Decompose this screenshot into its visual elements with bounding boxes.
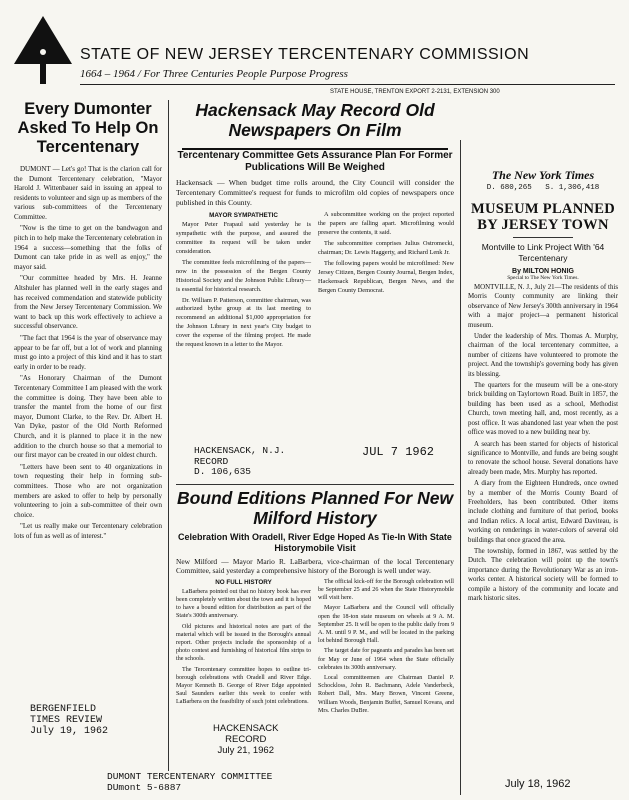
middle-top-subhead: Tercentenary Committee Gets Assurance Plan For Former Publications Will Be Weighed — [177, 150, 453, 174]
middle-top-source-stamp: HACKENSACK, N.J. RECORD D. 106,635 — [194, 445, 286, 477]
left-paragraph: "As Honorary Chairman of the Dumont Tercentenary Committee I am pleased with the work the committee is doing. They have been able to transfer the mantel from the home of our first mayor, Dumont Clarke, to the Rev. Dr. Albert H. Van Dyke, pastor of the Old North Reformed Church, and it is planned to place it in the new addition to the church house so that a memorial to our first mayor can be created in our oldest church. — [14, 374, 162, 460]
tercentenary-logo — [8, 12, 78, 86]
body-paragraph: The target date for pageants and parades has been set for May or June of 1964 when the State officially celebrates its 300th anniversary. — [318, 648, 454, 671]
headline-rule — [182, 148, 448, 150]
middle-bottom-col1 — [176, 588, 311, 707]
body-paragraph: The Tercentenary committee hopes to outline tri-borough celebrations with Oradell and River Edge. Mayor Kenneth B. George of River Edge appointed Saul Saunders earlier this week to confer with LaBarbera on the feasibility of such joint celebrations. — [176, 666, 311, 706]
section-heading: MAYOR SYMPATHETIC — [209, 212, 278, 220]
body-paragraph: Mayor Peter Frapaul said yesterday he is sympathetic with the purpose, and assured the committee its request will be taken under consideration. — [176, 221, 311, 255]
right-paragraph: MONTVILLE, N. J., July 21—The residents of this Morris County community are linking their observance of New Jersey's 300th anniversary in 1964 with a major project—a permanent historical museum. — [468, 284, 618, 329]
middle-top-headline: Hackensack May Record Old Newspapers On Film — [195, 100, 435, 141]
middle-bottom-col2 — [318, 578, 454, 715]
middle-bottom-headline: Bound Editions Planned For New Milford History — [176, 488, 454, 529]
right-paragraph: The township, formed in 1867, was settled by the Dutch. The celebration will point up the town's importance during the Revolutionary War as an iron-works center. A historical society will be formed to compile a history of the community and locate and mark historic sites. — [468, 547, 618, 602]
right-headline: MUSEUM PLANNED BY JERSEY TOWN — [471, 201, 615, 233]
right-paragraph: A diary from the Eighteen Hundreds, once owned by a member of the Morris County Board of Freeholders, has been contributed. Other items include clothing and furniture of that period, books and Indian relics. A local artist, Edward Daviteau, is working on renderings in water-colors of several old buildings that once graced the area. — [468, 480, 618, 544]
body-paragraph: Mayor LaBarbera and the Council will officially open the 18-ton state museum on wheels at 9 A. M. September 25. It will be open to the public daily from 9 A. M. until 9 P. M., and will be located in the parking lot behind Borough Hall. — [318, 605, 454, 645]
circulation-stamp: D. 680,265 S. 1,306,418 — [486, 184, 600, 192]
column-divider — [168, 100, 169, 790]
header-divider — [80, 84, 615, 85]
left-paragraph: "Letters have been sent to 40 organizations in town requesting their help in forming sub-committees. Those who are not organization members are asked to offer to help by personally volunteering to join a sub-committee of their own choice. — [14, 462, 162, 519]
middle-top-lead: Hackensack — When budget time rolls around, the City Council will consider the Tercentenary Committee's request for funds to microfilm old copies of newspapers once published in this County. — [176, 178, 454, 208]
nyt-masthead: The New York Times — [491, 168, 595, 182]
middle-top-date-stamp: JUL 7 1962 — [362, 445, 435, 459]
left-paragraph: "Our committee headed by Mrs. H. Jeanne Altshuler has planned well in the early stages and has received commendation and statewide publicity from the New Jersey Tercentenary Commission. We want to back up this work effectively to achieve a successful observance. — [14, 274, 162, 331]
left-paragraph: DUMONT — Let's go! That is the clarion call for the Dumont Tercentenary celebration, "Mayor Harold J. Wittenbauer said in issuing an appeal to residents to volunteer and sign up as members of the various sub-committees of the Tercentenary Committee. — [14, 164, 162, 221]
body-paragraph: The following papers would be microfilmed: New Jersey Citizen, Bergen County Journal, Bergen Index, Hackensack Republican, Bergen News, and the Bergen County Democrat. — [318, 259, 454, 294]
right-byline: By MILTON HONIG — [512, 268, 574, 275]
left-body — [14, 165, 162, 542]
middle-bottom-lead: New Milford — Mayor Mario R. LaBarbera, vice-chairman of the local Tercentenary Committee, said yesterday a comprehensive history of the Borough is well under way. — [176, 556, 454, 576]
right-paragraph: The quarters for the museum will be a one-story brick building on Taylortown Road. Built in 1857, the building has been used as a school, Methodist Church, town meeting hall, and, most recently, as a post office. It was abandoned last year when the post office was moved to a new building near by. — [468, 382, 618, 437]
body-paragraph: Old pictures and historical notes are part of the material which will be issued in the Borough's annual report. Other projects include the sponsorship of a photo contest and furnishing of historical film strips to the schools. — [176, 623, 311, 663]
column-divider — [460, 140, 461, 795]
right-date-stamp: July 18, 1962 — [502, 778, 573, 790]
body-paragraph: LaBarbera pointed out that no history book has ever been completely written about the town and it is hoped to have a bound edition for distribution as part of the State's 300th anniversary. — [176, 588, 311, 620]
left-paragraph: "Now is the time to get on the bandwagon and pitch in to help make the Tercentenary celebration in 1964 a success—something that the folks of Dumont can take pride in as well as enjoy," the mayor said. — [14, 224, 162, 271]
headline-rule — [513, 237, 573, 238]
middle-top-article — [176, 100, 454, 430]
left-headline: Every Dumonter Asked To Help On Tercentenary — [17, 100, 159, 156]
body-paragraph: A subcommittee working on the project reported the papers are falling apart. Microfilming would preserve the contents, it said. — [318, 211, 454, 237]
right-paragraph: A search has been started for objects of historical significance to Montville, and funds are being sought to renovate the school house. Several donations have already been made, Mrs. Murphy has reported. — [468, 440, 618, 476]
commission-subtitle: 1664 – 1964 / For Three Centuries People Purpose Progress — [80, 68, 348, 80]
right-article — [468, 168, 618, 788]
article-divider — [176, 484, 454, 485]
right-paragraph: Under the leadership of Mrs. Thomas A. Murphy, chairman of the local tercentenary committee, a number of citizens have volunteered to promote the project. And the township's governing body has given its blessing. — [468, 333, 618, 378]
body-paragraph: The committee feels microfilming of the papers—now in the possession of the Bergen County Historical Society and the Johnson Public Library—is essential for historical research. — [176, 258, 311, 293]
left-paragraph: "Let us really make our Tercentenary celebration lots of fun as well as of interest." — [14, 522, 162, 540]
middle-top-col1 — [176, 221, 311, 350]
commission-title: STATE OF NEW JERSEY TERCENTENARY COMMISSION — [80, 46, 530, 63]
right-body — [468, 283, 618, 603]
left-paragraph: "The fact that 1964 is the year of observance may appear to be far off, but a lot of work and planning must go into a project of this kind and it has to start early in order to be ready. — [14, 334, 162, 371]
middle-bottom-source-stamp: HACKENSACK RECORD July 21, 1962 — [210, 722, 281, 757]
left-article — [14, 100, 162, 760]
right-special: Special to The New York Times. — [507, 275, 579, 281]
body-paragraph: Dr. William P. Patterson, committee chairman, was authorized bythe group at its last meeting to recommend an additional $1,000 appropriation for the Johnson Library in next year's City budget to cover the expense of the filming project. He made the request known in a letter to the Mayor. — [176, 296, 311, 349]
body-paragraph: Local committeemen are Chairman Daniel P. Schockloss, John R. Bachmann, Adele Vanderbeck, Robert Dall, Mrs. Mary Brown, Vincent Greene, William Woods, Benjamin Buffet, Samuel Kovara, and Mrs. Charles DuBre. — [318, 675, 454, 714]
section-heading: NO FULL HISTORY — [215, 578, 272, 586]
middle-top-col2 — [318, 211, 454, 295]
right-subhead: Montville to Link Project With '64 Tercentenary — [481, 242, 605, 263]
commission-address: STATE HOUSE, TRENTON EXPORT 2-2131, EXTENSION 300 — [330, 89, 500, 95]
body-paragraph: The subcommittee comprises Julius Ostromecki, chairman; Dr. Lewis Haggerty, and Richard Lenk Jr. — [318, 239, 454, 256]
left-source-stamp: BERGENFIELD TIMES REVIEW July 19, 1962 — [30, 704, 109, 737]
body-paragraph: The official kick-off for the Borough celebration will be September 25 and 26 when the State Historymobile will visit here. — [318, 578, 454, 602]
middle-bottom-subhead: Celebration With Oradell, River Edge Hoped As Tie-In With State Historymobile Visit — [178, 532, 452, 554]
footer-committee-stamp: DUMONT TERCENTENARY COMMITTEE DUmont 5-6887 — [104, 771, 275, 793]
